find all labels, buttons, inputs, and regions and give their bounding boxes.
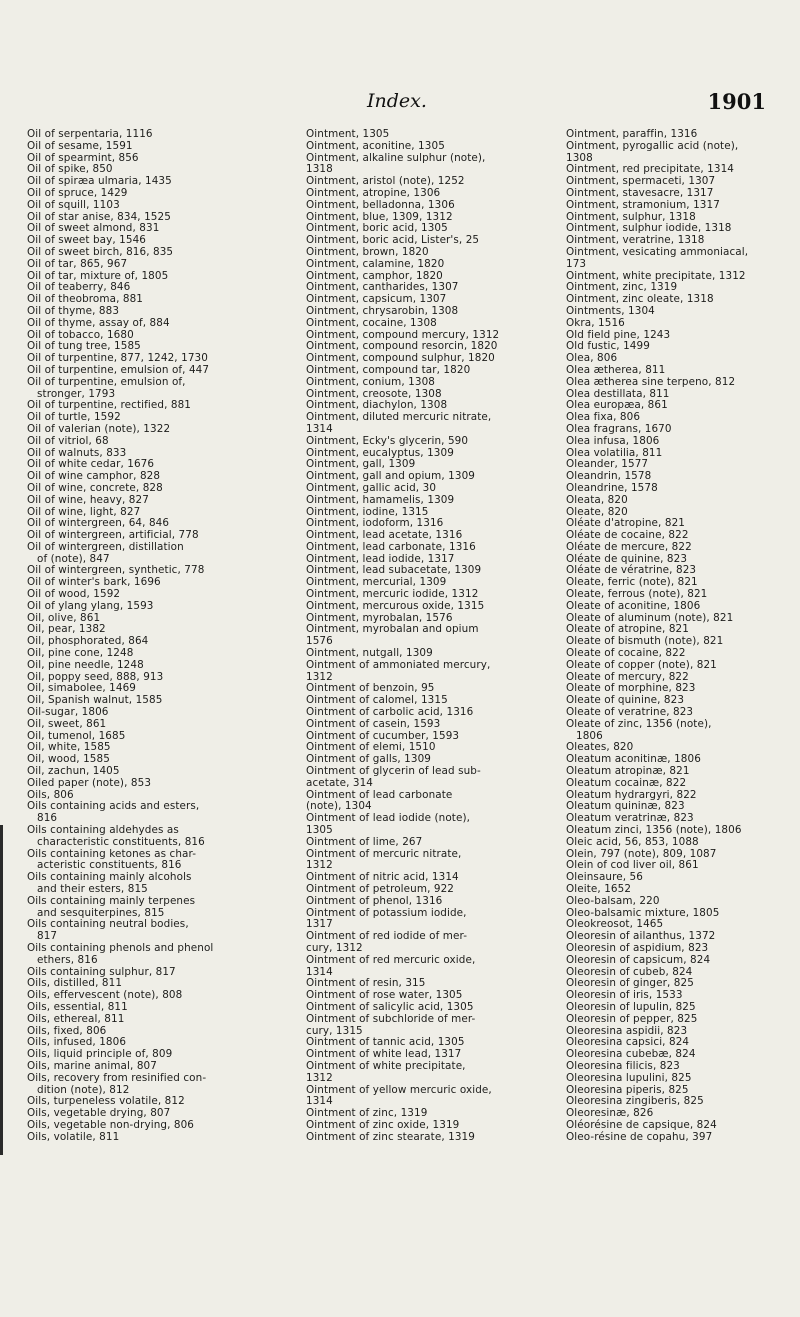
index-entry: Ointment, veratrine, 1318	[566, 234, 705, 247]
index-entry: Oleate of morphine, 823	[566, 682, 696, 695]
index-entry: Oleate of bismuth (note), 821	[566, 635, 724, 648]
index-entry: Oil of wine, light, 827	[27, 505, 141, 518]
index-entry: Ointment, aconitine, 1305	[306, 139, 445, 152]
index-entry: Oléate de mercure, 822	[566, 540, 692, 553]
index-entry: 1312	[306, 1071, 333, 1084]
index-entry: Ointment, compound mercury, 1312	[306, 328, 500, 341]
index-entry: Olea destillata, 811	[566, 387, 670, 400]
index-entry: Ointment of tannic acid, 1305	[306, 1036, 465, 1049]
index-entry: 1308	[566, 151, 593, 164]
index-entry: Oil, wood, 1585	[27, 753, 110, 766]
index-entry: Ointment, diluted mercuric nitrate,	[306, 411, 492, 424]
index-entry: Oil of walnuts, 833	[27, 446, 127, 459]
index-entry: Oil, zachun, 1405	[27, 765, 120, 778]
index-entry: Oleoresina piperis, 825	[566, 1083, 689, 1096]
index-entry: Oils, vegetable drying, 807	[27, 1107, 171, 1120]
index-entry: Ointment of carbolic acid, 1316	[306, 706, 474, 719]
index-entry: 1806	[576, 729, 603, 742]
index-entry: Oil of wintergreen, synthetic, 778	[27, 564, 205, 577]
index-entry: Olea volatilia, 811	[566, 446, 663, 459]
index-entry: Oil of turpentine, emulsion of, 447	[27, 363, 210, 376]
index-entry: Oil of wintergreen, artificial, 778	[27, 529, 199, 542]
index-entry: Oleic acid, 56, 853, 1088	[566, 835, 699, 848]
index-entry: Oil-sugar, 1806	[27, 706, 109, 719]
index-entry: Oleatum cocainæ, 822	[566, 776, 687, 789]
index-entry: Ointment, chrysarobin, 1308	[306, 304, 459, 317]
index-entry: Oil of white cedar, 1676	[27, 458, 155, 471]
index-entry: Oil of tobacco, 1680	[27, 328, 134, 341]
index-entry: Ointment, stramonium, 1317	[566, 198, 720, 211]
index-entry: Olea, 806	[566, 352, 618, 365]
index-entry: 173	[566, 257, 587, 270]
index-entry: Ointment, compound sulphur, 1820	[306, 352, 495, 365]
index-entry: Ointment, spermaceti, 1307	[566, 175, 716, 188]
page-header	[0, 90, 800, 114]
index-entry: Oleoresin of pepper, 825	[566, 1012, 698, 1025]
index-entry: Ointment of red mercuric oxide,	[306, 953, 476, 966]
index-entry: Ointment, gall, 1309	[306, 458, 416, 471]
index-entry: Ointment, creosote, 1308	[306, 387, 442, 400]
index-entry: Oil, simabolee, 1469	[27, 682, 137, 695]
index-entry: Oils containing aldehydes as	[27, 824, 179, 837]
index-entry: Ointment, belladonna, 1306	[306, 198, 455, 211]
index-entry: 1314	[306, 965, 333, 978]
index-entry: Oleate of cocaine, 822	[566, 647, 686, 660]
index-entry: Oil of vitriol, 68	[27, 434, 109, 447]
index-entry: Oleoresina lupulini, 825	[566, 1071, 692, 1084]
index-entry: Ointment, Ecky's glycerin, 590	[306, 434, 469, 447]
index-entry: Oleatum veratrinæ, 823	[566, 812, 694, 825]
index-entry: Oil of wine camphor, 828	[27, 470, 161, 483]
index-entry: Ointment, iodoform, 1316	[306, 517, 444, 530]
index-entry: Oil of serpentaria, 1116	[27, 128, 153, 140]
index-entry: Oil, Spanish walnut, 1585	[27, 694, 163, 707]
index-entry: Ointment of potassium iodide,	[306, 906, 467, 919]
index-entry: Oleoresin of capsicum, 824	[566, 953, 711, 966]
index-column-middle	[306, 129, 561, 1144]
index-entry: Oleate, 820	[566, 505, 628, 518]
index-entry: Ointment, myrobalan, 1576	[306, 611, 453, 624]
index-entry: Oleander, 1577	[566, 458, 649, 471]
index-entry: Ointment, alkaline sulphur (note),	[306, 151, 486, 164]
index-entry: Ointment, zinc oleate, 1318	[566, 293, 714, 306]
index-entry: Oil of star anise, 834, 1525	[27, 210, 171, 223]
index-entry: Oleoresin of ailanthus, 1372	[566, 930, 716, 943]
index-entry: Oils, turpeneless volatile, 812	[27, 1095, 185, 1108]
index-entry: Ointment, conium, 1308	[306, 375, 436, 388]
index-entry: Ointment of zinc oxide, 1319	[306, 1118, 460, 1131]
index-entry: Ointment, paraffin, 1316	[566, 128, 698, 140]
index-entry: Ointment, gallic acid, 30	[306, 481, 437, 494]
index-entry: 1312	[306, 859, 333, 872]
index-entry: Oils containing ketones as char-	[27, 847, 197, 860]
index-entry: Oil of wood, 1592	[27, 588, 121, 601]
index-entry: Oil of tar, mixture of, 1805	[27, 269, 169, 282]
index-entry: Ointment of phenol, 1316	[306, 894, 443, 907]
index-entry: Ointment of yellow mercuric oxide,	[306, 1083, 492, 1096]
index-entry: Ointment of benzoin, 95	[306, 682, 435, 695]
index-entry: Oleate of atropine, 821	[566, 623, 689, 636]
index-entry: Ointment of white precipitate,	[306, 1059, 466, 1072]
index-entry: Ointment, calamine, 1820	[306, 257, 445, 270]
index-entry: Ointment of lead carbonate	[306, 788, 453, 801]
index-entry: Ointment, myrobalan and opium	[306, 623, 479, 636]
index-entry: cury, 1312	[306, 941, 363, 954]
index-entry: Oil of theobroma, 881	[27, 293, 144, 306]
index-entry: Ointment of glycerin of lead sub-	[306, 765, 481, 778]
index-entry: Oleinsaure, 56	[566, 871, 643, 884]
index-entry: Ointment, boric acid, Lister's, 25	[306, 234, 480, 247]
index-entry: Ointment of lime, 267	[306, 835, 423, 848]
index-entry: Ointment, nutgall, 1309	[306, 647, 433, 660]
index-entry: Oil of spruce, 1429	[27, 186, 128, 199]
index-entry: stronger, 1793	[37, 387, 116, 400]
index-entry: Old fustic, 1499	[566, 340, 650, 353]
index-entry: Oils, marine animal, 807	[27, 1059, 157, 1072]
index-entry: Oleate of veratrine, 823	[566, 706, 694, 719]
index-entry: Oleatum atropinæ, 821	[566, 765, 690, 778]
index-entry: Oleite, 1652	[566, 883, 632, 895]
index-entry: Ointment, cantharides, 1307	[306, 281, 459, 294]
index-entry: Oil of turtle, 1592	[27, 411, 121, 424]
index-entry: Oleatum zinci, 1356 (note), 1806	[566, 824, 742, 837]
index-entry: Ointment, lead acetate, 1316	[306, 529, 463, 542]
index-entry: Olein of cod liver oil, 861	[566, 859, 699, 872]
index-entry: Oleoresina zingiberis, 825	[566, 1095, 704, 1108]
index-entry: Oils containing sulphur, 817	[27, 965, 176, 978]
index-entry: Ointment of red iodide of mer-	[306, 930, 468, 943]
index-entry: Ointment of galls, 1309	[306, 753, 432, 766]
index-entry: Oils containing mainly alcohols	[27, 871, 192, 884]
index-entry: Oleo-balsamic mixture, 1805	[566, 906, 720, 919]
index-entry: Oleandrine, 1578	[566, 481, 658, 494]
index-entry: Ointment, atropine, 1306	[306, 186, 441, 199]
index-entry: Oleo-balsam, 220	[566, 894, 660, 907]
index-entry: Ointment, cocaine, 1308	[306, 316, 437, 329]
index-entry: Oil of wintergreen, distillation	[27, 540, 184, 553]
index-entry: cury, 1315	[306, 1024, 363, 1037]
index-entry: Oil, poppy seed, 888, 913	[27, 670, 164, 683]
index-entry: Oil of sesame, 1591	[27, 139, 133, 152]
index-entry: Oleate of aluminum (note), 821	[566, 611, 734, 624]
index-entry: Oils, effervescent (note), 808	[27, 989, 183, 1002]
index-entry: (note), 1304	[306, 800, 372, 813]
index-entry: Oils, 806	[27, 788, 74, 801]
index-entry: Oils, recovery from resinified con-	[27, 1071, 207, 1084]
index-entry: Oleates, 820	[566, 741, 634, 754]
index-entry: Ointment, blue, 1309, 1312	[306, 210, 453, 223]
index-entry: Oil of thyme, assay of, 884	[27, 316, 170, 329]
index-entry: Ointment, pyrogallic acid (note),	[566, 139, 739, 152]
index-entry: Ointment, capsicum, 1307	[306, 293, 447, 306]
index-entry: Olea fragrans, 1670	[566, 422, 672, 435]
index-entry: Oils, ethereal, 811	[27, 1012, 125, 1025]
index-entry: Oil of wine, heavy, 827	[27, 493, 149, 506]
index-entry: Ointment, boric acid, 1305	[306, 222, 448, 235]
index-entry: Oleatum hydrargyri, 822	[566, 788, 697, 801]
index-entry: and sesquiterpines, 815	[37, 906, 165, 919]
index-entry: Ointment, camphor, 1820	[306, 269, 443, 282]
index-entry: Ointment, aristol (note), 1252	[306, 175, 465, 188]
index-entry: Ointment of rose water, 1305	[306, 989, 463, 1002]
index-column-right	[566, 129, 796, 1144]
index-entry: Oleatum quininæ, 823	[566, 800, 685, 813]
index-entry: Ointment, eucalyptus, 1309	[306, 446, 454, 459]
index-entry: 1576	[306, 635, 333, 648]
index-entry: Oil of tar, 865, 967	[27, 257, 128, 270]
index-entry: Oil of sweet almond, 831	[27, 222, 160, 235]
page-number: 1901	[707, 89, 766, 114]
index-entry: Ointment, 1305	[306, 128, 390, 140]
index-entry: Oil of spike, 850	[27, 163, 113, 176]
index-entry: Oil, pear, 1382	[27, 623, 106, 636]
index-entry: dition (note), 812	[37, 1083, 130, 1096]
index-entry: Oil of squill, 1103	[27, 198, 120, 211]
index-entry: Oil, white, 1585	[27, 741, 111, 754]
index-entry: Oil of valerian (note), 1322	[27, 422, 171, 435]
index-entry: Oleoresina capsici, 824	[566, 1036, 690, 1049]
index-entry: Oleoresin of aspidium, 823	[566, 941, 709, 954]
index-entry: characteristic constituents, 816	[37, 835, 205, 848]
index-entry: Oils containing acids and esters,	[27, 800, 200, 813]
index-entry: Ointment of calomel, 1315	[306, 694, 448, 707]
index-entry: Oleate, ferric (note), 821	[566, 576, 698, 589]
index-entry: Ointment of salicylic acid, 1305	[306, 1000, 474, 1013]
index-entry: Olea fixa, 806	[566, 411, 641, 424]
index-entry: Olea infusa, 1806	[566, 434, 660, 447]
index-entry: 1318	[306, 163, 333, 176]
index-entry: Oil of teaberry, 846	[27, 281, 131, 294]
index-entry: Oléate de quinine, 823	[566, 552, 688, 565]
index-entry: 1314	[306, 1095, 333, 1108]
index-entry: Oils, liquid principle of, 809	[27, 1048, 173, 1061]
index-entry: Ointment of zinc stearate, 1319	[306, 1130, 475, 1143]
index-entry: Olea europæa, 861	[566, 399, 668, 412]
index-entry: Oils, volatile, 811	[27, 1130, 120, 1143]
index-entry: Oil of sweet birch, 816, 835	[27, 245, 174, 258]
index-entry: Oils, infused, 1806	[27, 1036, 127, 1049]
index-entry: Oils, fixed, 806	[27, 1024, 107, 1037]
index-entry: Ointment, lead iodide, 1317	[306, 552, 455, 565]
index-entry: 1317	[306, 918, 333, 931]
index-entry: 816	[37, 812, 58, 825]
index-entry: Oil of turpentine, 877, 1242, 1730	[27, 352, 208, 365]
index-entry: 1314	[306, 422, 333, 435]
index-entry: Okra, 1516	[566, 316, 625, 329]
index-entry: Oleoresina cubebæ, 824	[566, 1048, 696, 1061]
index-entry: Oil of turpentine, rectified, 881	[27, 399, 192, 412]
index-entry: Oiled paper (note), 853	[27, 776, 152, 789]
index-entry: Oleate of copper (note), 821	[566, 658, 717, 671]
index-entry: Ointment, sulphur iodide, 1318	[566, 222, 732, 235]
index-entry: Oleate of aconitine, 1806	[566, 599, 701, 612]
index-entry: Oleoresin of cubeb, 824	[566, 965, 693, 978]
index-entry: Oil of spiræa ulmaria, 1435	[27, 175, 172, 188]
index-entry: Ointment, gall and opium, 1309	[306, 470, 475, 483]
index-entry: Ointment of zinc, 1319	[306, 1107, 428, 1120]
index-entry: Oleatum aconitinæ, 1806	[566, 753, 701, 766]
index-entry: Oil, phosphorated, 864	[27, 635, 149, 648]
index-entry: Oil of wine, concrete, 828	[27, 481, 163, 494]
index-entry: Old field pine, 1243	[566, 328, 671, 341]
index-entry: ethers, 816	[37, 953, 98, 966]
index-entry: Ointment, zinc, 1319	[566, 281, 678, 294]
index-entry: Oleoresin of lupulin, 825	[566, 1000, 696, 1013]
index-entry: Oil of sweet bay, 1546	[27, 234, 147, 247]
index-entry: Oil, olive, 861	[27, 611, 101, 624]
index-entry: 1305	[306, 824, 333, 837]
index-entry: Ointment of subchloride of mer-	[306, 1012, 476, 1025]
index-entry: Oleate of zinc, 1356 (note),	[566, 717, 712, 730]
index-entry: acteristic constituents, 816	[37, 859, 182, 872]
binding-edge	[0, 825, 3, 1155]
index-entry: Oil, sweet, 861	[27, 717, 107, 730]
index-entry: Ointment, brown, 1820	[306, 245, 429, 258]
index-entry: Oils containing mainly terpenes	[27, 894, 196, 907]
index-entry: Ointment of resin, 315	[306, 977, 426, 990]
index-entry: Ointment of nitric acid, 1314	[306, 871, 459, 884]
index-entry: Ointment, mercurous oxide, 1315	[306, 599, 485, 612]
index-entry: Oil of tung tree, 1585	[27, 340, 141, 353]
running-title: Index.	[367, 90, 427, 112]
index-entry: Oleandrin, 1578	[566, 470, 652, 483]
index-entry: Ointment, compound tar, 1820	[306, 363, 471, 376]
index-entry: Oils containing neutral bodies,	[27, 918, 189, 931]
index-entry: Oils, vegetable non-drying, 806	[27, 1118, 195, 1131]
index-entry: Ointment, lead subacetate, 1309	[306, 564, 482, 577]
index-entry: Ointment, iodine, 1315	[306, 505, 429, 518]
index-entry: Oleoresina aspidii, 823	[566, 1024, 688, 1037]
index-entry: Ointment, compound resorcin, 1820	[306, 340, 498, 353]
index-entry: Ointment, hamamelis, 1309	[306, 493, 455, 506]
index-entry: Ointment of elemi, 1510	[306, 741, 436, 754]
index-entry: Oleo-résine de copahu, 397	[566, 1130, 713, 1143]
index-entry: Oils containing phenols and phenol	[27, 941, 214, 954]
index-entry: Oleokreosot, 1465	[566, 918, 664, 931]
index-entry: Oleate, ferrous (note), 821	[566, 588, 708, 601]
index-entry: Oleata, 820	[566, 493, 628, 506]
index-entry: Ointment, red precipitate, 1314	[566, 163, 735, 176]
index-entry: Oleoresin of ginger, 825	[566, 977, 694, 990]
index-entry: Ointment of lead iodide (note),	[306, 812, 471, 825]
index-entry: Oil, tumenol, 1685	[27, 729, 126, 742]
index-entry: Ointment, lead carbonate, 1316	[306, 540, 476, 553]
index-entry: Oléate de cocaine, 822	[566, 529, 689, 542]
index-entry: Olein, 797 (note), 809, 1087	[566, 847, 717, 860]
index-entry: Oléate de vératrine, 823	[566, 564, 697, 577]
index-entry: Ointments, 1304	[566, 304, 655, 317]
index-entry: 817	[37, 930, 58, 943]
index-entry: Oil, pine needle, 1248	[27, 658, 144, 671]
index-entry: Oil of turpentine, emulsion of,	[27, 375, 186, 388]
index-entry: Oil of ylang ylang, 1593	[27, 599, 154, 612]
index-entry: Ointment, vesicating ammoniacal,	[566, 245, 749, 258]
index-entry: and their esters, 815	[37, 883, 148, 895]
index-entry: Ointment, mercuric iodide, 1312	[306, 588, 479, 601]
index-entry: Oléate d'atropine, 821	[566, 517, 685, 530]
index-entry: Oil, pine cone, 1248	[27, 647, 134, 660]
index-entry: Ointment of cucumber, 1593	[306, 729, 460, 742]
index-entry: Oleoresin of iris, 1533	[566, 989, 683, 1002]
index-entry: Ointment of petroleum, 922	[306, 883, 455, 895]
index-entry: 1312	[306, 670, 333, 683]
index-entry: Ointment, white precipitate, 1312	[566, 269, 746, 282]
index-entry: Ointment of ammoniated mercury,	[306, 658, 491, 671]
index-entry: Olea ætherea, 811	[566, 363, 666, 376]
index-entry: of (note), 847	[37, 552, 110, 565]
index-entry: Oleate of quinine, 823	[566, 694, 685, 707]
index-entry: Oils, essential, 811	[27, 1000, 128, 1013]
index-entry: Oils, distilled, 811	[27, 977, 123, 990]
index-entry: Oil of thyme, 883	[27, 304, 120, 317]
index-entry: Oléorésine de capsique, 824	[566, 1118, 717, 1131]
index-entry: Oil of winter's bark, 1696	[27, 576, 161, 589]
index-entry: Ointment, diachylon, 1308	[306, 399, 448, 412]
index-entry: Ointment, stavesacre, 1317	[566, 186, 714, 199]
index-entry: Olea ætherea sine terpeno, 812	[566, 375, 736, 388]
index-entry: Ointment, sulphur, 1318	[566, 210, 696, 223]
index-entry: Oil of wintergreen, 64, 846	[27, 517, 170, 530]
index-entry: Oleoresina filicis, 823	[566, 1059, 680, 1072]
index-entry: acetate, 314	[306, 776, 374, 789]
index-entry: Ointment of casein, 1593	[306, 717, 441, 730]
index-entry: Oleoresinæ, 826	[566, 1107, 654, 1120]
index-entry: Ointment, mercurial, 1309	[306, 576, 447, 589]
index-column-left	[27, 129, 277, 1144]
index-entry: Ointment of white lead, 1317	[306, 1048, 462, 1061]
index-entry: Oleate of mercury, 822	[566, 670, 689, 683]
index-entry: Oil of spearmint, 856	[27, 151, 139, 164]
index-entry: Ointment of mercuric nitrate,	[306, 847, 462, 860]
